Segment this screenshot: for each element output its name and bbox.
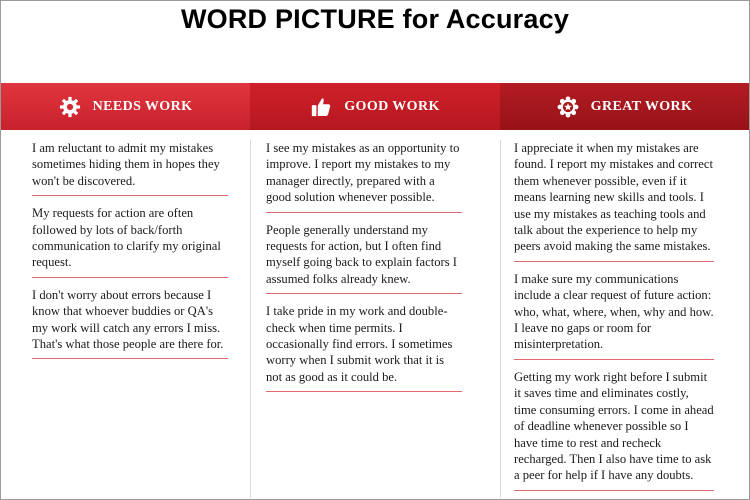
column-good-work bbox=[266, 140, 468, 498]
column-great-work bbox=[514, 140, 716, 498]
header-label: GREAT WORK bbox=[590, 98, 693, 114]
column-divider bbox=[250, 140, 251, 498]
statement-text: People generally understand my requests for action, but I often find myself going back to explain factors I assumed folks already knew. bbox=[266, 222, 462, 295]
header-good-work bbox=[250, 83, 500, 130]
header-label: GOOD WORK bbox=[344, 98, 440, 114]
page-title: WORD PICTURE for Accuracy bbox=[180, 4, 570, 34]
header-great-work bbox=[500, 83, 749, 130]
statement-text: I don't worry about errors because I know that whoever buddies or QA's my work will catch any errors I miss. That's what those people are there for. bbox=[32, 287, 228, 360]
statement-text: I see my mistakes as an opportunity to improve. I report my mistakes to my manager directly, prepared with a good solution whenever possible. bbox=[266, 140, 462, 213]
header-label: NEEDS WORK bbox=[92, 98, 193, 114]
statement-text: I take pride in my work and double-check when time permits. I occasionally find errors. I sometimes worry when I submit work that it is not as good as it could be. bbox=[266, 303, 462, 392]
thumbs-up-icon bbox=[310, 96, 332, 118]
star-badge-icon bbox=[557, 96, 579, 118]
gear-icon bbox=[59, 96, 81, 118]
statement-text: I make sure my communications include a clear request of future action: who, what, where, when, why and how. I leave no gaps or room for misinterpretation. bbox=[514, 271, 714, 360]
column-divider bbox=[500, 140, 501, 498]
header-needs-work bbox=[1, 83, 250, 130]
statement-text: Getting my work right before I submit it saves time and eliminates costly, time consuming errors. I come in ahead of deadline whenever possible so I have time to rest and recheck recharged. Then I also have time to ask a peer for help if I have any doubts. bbox=[514, 369, 714, 491]
header-row bbox=[1, 83, 749, 130]
statement-text: I appreciate it when my mistakes are found. I report my mistakes and correct them whenever possible, even if it means learning new skills and tools. I use my mistakes as teaching tools and talk about the experience to help my peers avoid making the same mistakes. bbox=[514, 140, 714, 262]
column-needs-work bbox=[32, 140, 234, 498]
statement-text: My requests for action are often followed by lots of back/forth communication to clarify my original request. bbox=[32, 205, 228, 278]
statement-text: I am reluctant to admit my mistakes sometimes hiding them in hopes they won't be discovered. bbox=[32, 140, 228, 196]
